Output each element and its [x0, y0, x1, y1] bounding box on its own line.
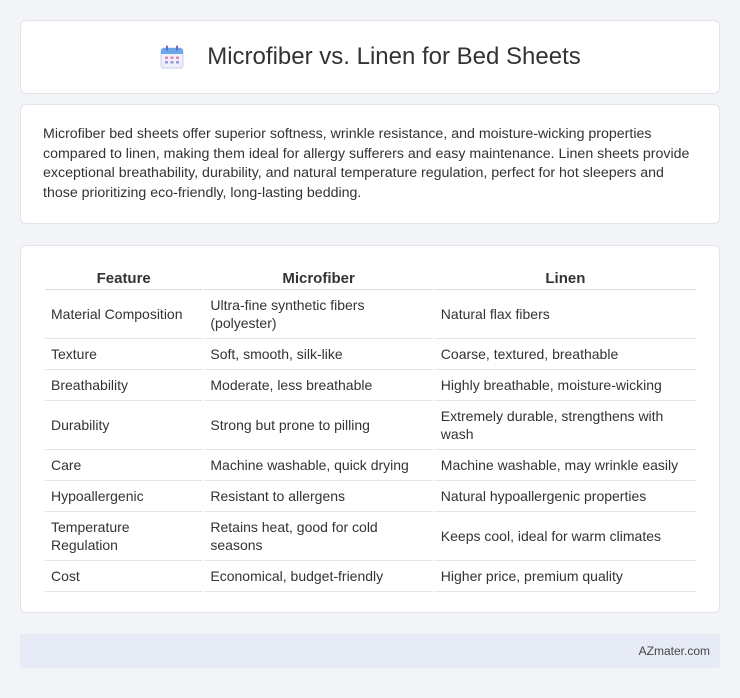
table-cell-feature: Temperature Regulation: [45, 512, 202, 561]
column-header-linen: Linen: [435, 266, 696, 290]
table-cell-linen: Higher price, premium quality: [435, 561, 696, 592]
table-cell-feature: Cost: [45, 561, 202, 592]
table-row: [45, 481, 696, 512]
table-row: [45, 450, 696, 481]
table-cell-linen: Natural hypoallergenic properties: [435, 481, 696, 512]
table-cell-microfiber: Resistant to allergens: [204, 481, 432, 512]
comparison-table-card: [20, 245, 720, 613]
table-cell-linen: Keeps cool, ideal for warm climates: [435, 512, 696, 561]
table-cell-linen: Highly breathable, moisture-wicking: [435, 370, 696, 401]
calendar-icon: [159, 44, 185, 70]
table-cell-microfiber: Moderate, less breathable: [204, 370, 432, 401]
title-card: [20, 20, 720, 94]
table-cell-microfiber: Soft, smooth, silk-like: [204, 339, 432, 370]
table-cell-microfiber: Strong but prone to pilling: [204, 401, 432, 450]
table-cell-feature: Care: [45, 450, 202, 481]
table-row: [45, 401, 696, 450]
table-row: [45, 561, 696, 592]
table-row: [45, 370, 696, 401]
table-cell-microfiber: Machine washable, quick drying: [204, 450, 432, 481]
summary-text: Microfiber bed sheets offer superior softness, wrinkle resistance, and moisture-wicking properties compared to linen, making them ideal for allergy sufferers and easy maintenance. Linen sheets provide exceptional breathability, durability, and natural temperature regulation, perfect for hot sleepers and those prioritizing eco-friendly, long-lasting bedding.: [43, 126, 690, 201]
column-header-microfiber: Microfiber: [204, 266, 432, 290]
table-cell-feature: Hypoallergenic: [45, 481, 202, 512]
table-cell-microfiber: Ultra-fine synthetic fibers (polyester): [204, 290, 432, 339]
table-header-row: [45, 266, 696, 290]
summary-card: [20, 104, 720, 224]
column-header-feature: Feature: [45, 266, 202, 290]
table-cell-linen: Extremely durable, strengthens with wash: [435, 401, 696, 450]
page-title: Microfiber vs. Linen for Bed Sheets: [207, 43, 581, 70]
table-cell-feature: Breathability: [45, 370, 202, 401]
table-cell-microfiber: Economical, budget-friendly: [204, 561, 432, 592]
footer: [20, 634, 720, 668]
table-row: [45, 290, 696, 339]
table-cell-feature: Material Composition: [45, 290, 202, 339]
table-cell-feature: Durability: [45, 401, 202, 450]
table-cell-linen: Coarse, textured, breathable: [435, 339, 696, 370]
table-row: [45, 512, 696, 561]
table-cell-microfiber: Retains heat, good for cold seasons: [204, 512, 432, 561]
table-cell-feature: Texture: [45, 339, 202, 370]
table-cell-linen: Machine washable, may wrinkle easily: [435, 450, 696, 481]
table-cell-linen: Natural flax fibers: [435, 290, 696, 339]
table-row: [45, 339, 696, 370]
footer-brand[interactable]: AZmater.com: [638, 644, 710, 658]
comparison-table: [43, 266, 698, 592]
